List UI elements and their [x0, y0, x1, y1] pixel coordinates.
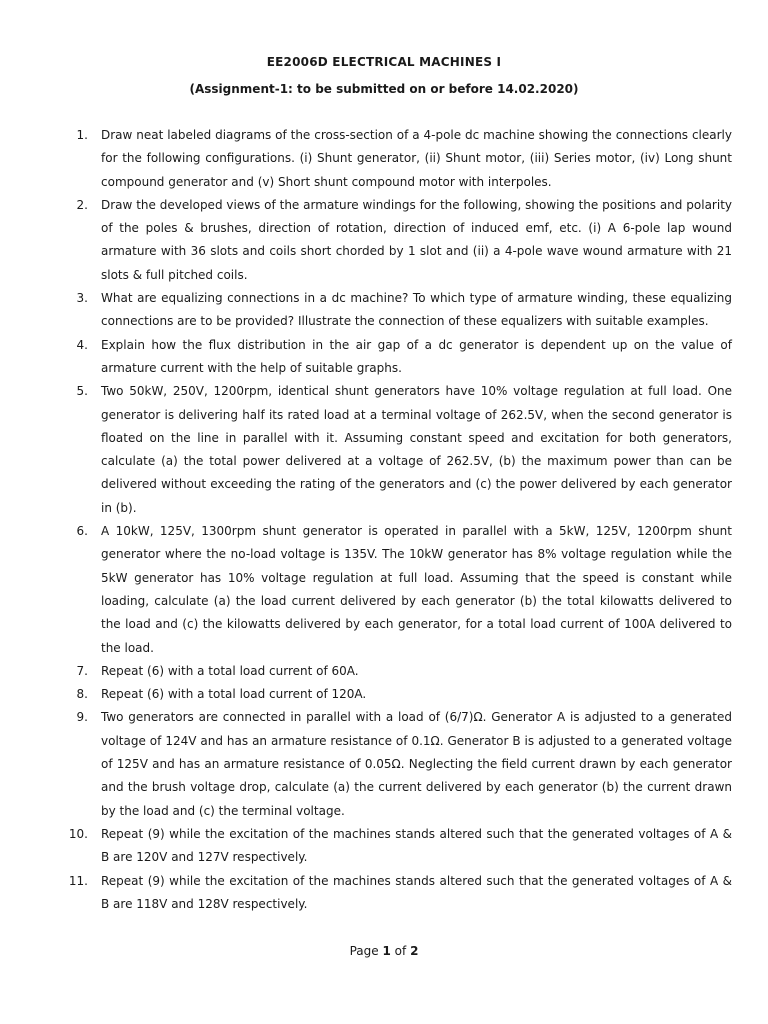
page-label: Page: [349, 944, 379, 958]
page-footer: [0, 944, 768, 958]
question-text: Explain how the flux distribution in the air gap of a dc generator is dependent up on the value of armature current with the help of suitable graphs.: [101, 337, 732, 375]
question-item: [0, 520, 768, 660]
question-number: 5.: [76, 384, 88, 399]
question-number: 2.: [76, 197, 88, 212]
question-list: [0, 124, 768, 916]
question-number: 10.: [68, 826, 88, 841]
question-text: A 10kW, 125V, 1300rpm shunt generator is operated in parallel with a 5kW, 125V, 1200rpm shunt generator where the no-load voltage is 135V. The 10kW generator has 8% voltage regulation while the 5kW generator has 10% voltage regulation at full load. Assuming that the speed is constant while loading, calculate (a) the load current delivered by each generator (b) the total kilowatts delivered to the load and (c) the kilowatts delivered by each generator, for a total load current of 100A delivered to the load.: [101, 524, 732, 655]
question-item: [0, 706, 768, 822]
current-page-number: 1: [382, 944, 391, 958]
question-item: [0, 194, 768, 287]
question-number: 11.: [68, 873, 88, 888]
document-subtitle: (Assignment-1: to be submitted on or before 14.02.2020): [189, 82, 579, 96]
question-item: [0, 683, 768, 706]
question-item: [0, 334, 768, 381]
question-text: Repeat (6) with a total load current of 60A.: [101, 663, 359, 678]
question-number: 8.: [76, 687, 88, 702]
question-item: [0, 823, 768, 870]
question-number: 4.: [76, 337, 88, 352]
document-title: EE2006D ELECTRICAL MACHINES I: [266, 55, 502, 69]
question-item: [0, 660, 768, 683]
of-label: of: [394, 944, 407, 958]
question-text: Two 50kW, 250V, 1200rpm, identical shunt generators have 10% voltage regulation at full load. One generator is delivering half its rated load at a terminal voltage of 262.5V, when the second generator is floated on the line in parallel with it. Assuming constant speed and excitation for both generators, calculate (a) the total power delivered at a voltage of 262.5V, (b) the maximum power than can be delivered without exceeding the rating of the generators and (c) the power delivered by each generator in (b).: [101, 384, 732, 515]
question-item: [0, 380, 768, 520]
question-text: Repeat (9) while the excitation of the machines stands altered such that the generated voltages of A & B are 120V and 127V respectively.: [101, 826, 732, 865]
question-item: [0, 287, 768, 334]
question-item: [0, 870, 768, 917]
question-number: 1.: [76, 128, 88, 142]
question-item: [0, 124, 768, 194]
question-text: What are equalizing connections in a dc machine? To which type of armature winding, these equalizing connections are to be provided? Illustrate the connection of these equalizers with suitable examples.: [101, 291, 732, 329]
question-text: Repeat (6) with a total load current of 120A.: [101, 687, 367, 702]
question-number: 7.: [76, 663, 88, 678]
question-text: Repeat (9) while the excitation of the machines stands altered such that the generated voltages of A & B are 118V and 128V respectively.: [101, 873, 732, 911]
question-text: Draw the developed views of the armature windings for the following, showing the positions and polarity of the poles & brushes, direction of rotation, direction of induced emf, etc. (i) A 6-pole lap wound armature with 36 slots and coils short chorded by 1 slot and (ii) a 4-pole wave wound armature with 21 slots & full pitched coils.: [101, 197, 732, 282]
question-number: 3.: [76, 291, 88, 306]
total-pages-number: 2: [410, 944, 419, 958]
question-number: 6.: [76, 524, 88, 539]
question-text: Draw neat labeled diagrams of the cross-section of a 4-pole dc machine showing the connections clearly for the following configurations. (i) Shunt generator, (ii) Shunt motor, (iii) Series motor, (iv) Long shunt compound generator and (v) Short shunt compound motor with interpoles.: [101, 128, 732, 189]
question-number: 9.: [76, 710, 88, 725]
question-text: Two generators are connected in parallel with a load of (6/7)Ω. Generator A is adjusted to a generated voltage of 124V and has an armature resistance of 0.1Ω. Generator B is adjusted to a generated voltage of 125V and has an armature resistance of 0.05Ω. Neglecting the field current drawn by each generator and the brush voltage drop, calculate (a) the current delivered by each generator (b) the current drawn by the load and (c) the terminal voltage.: [101, 710, 732, 818]
